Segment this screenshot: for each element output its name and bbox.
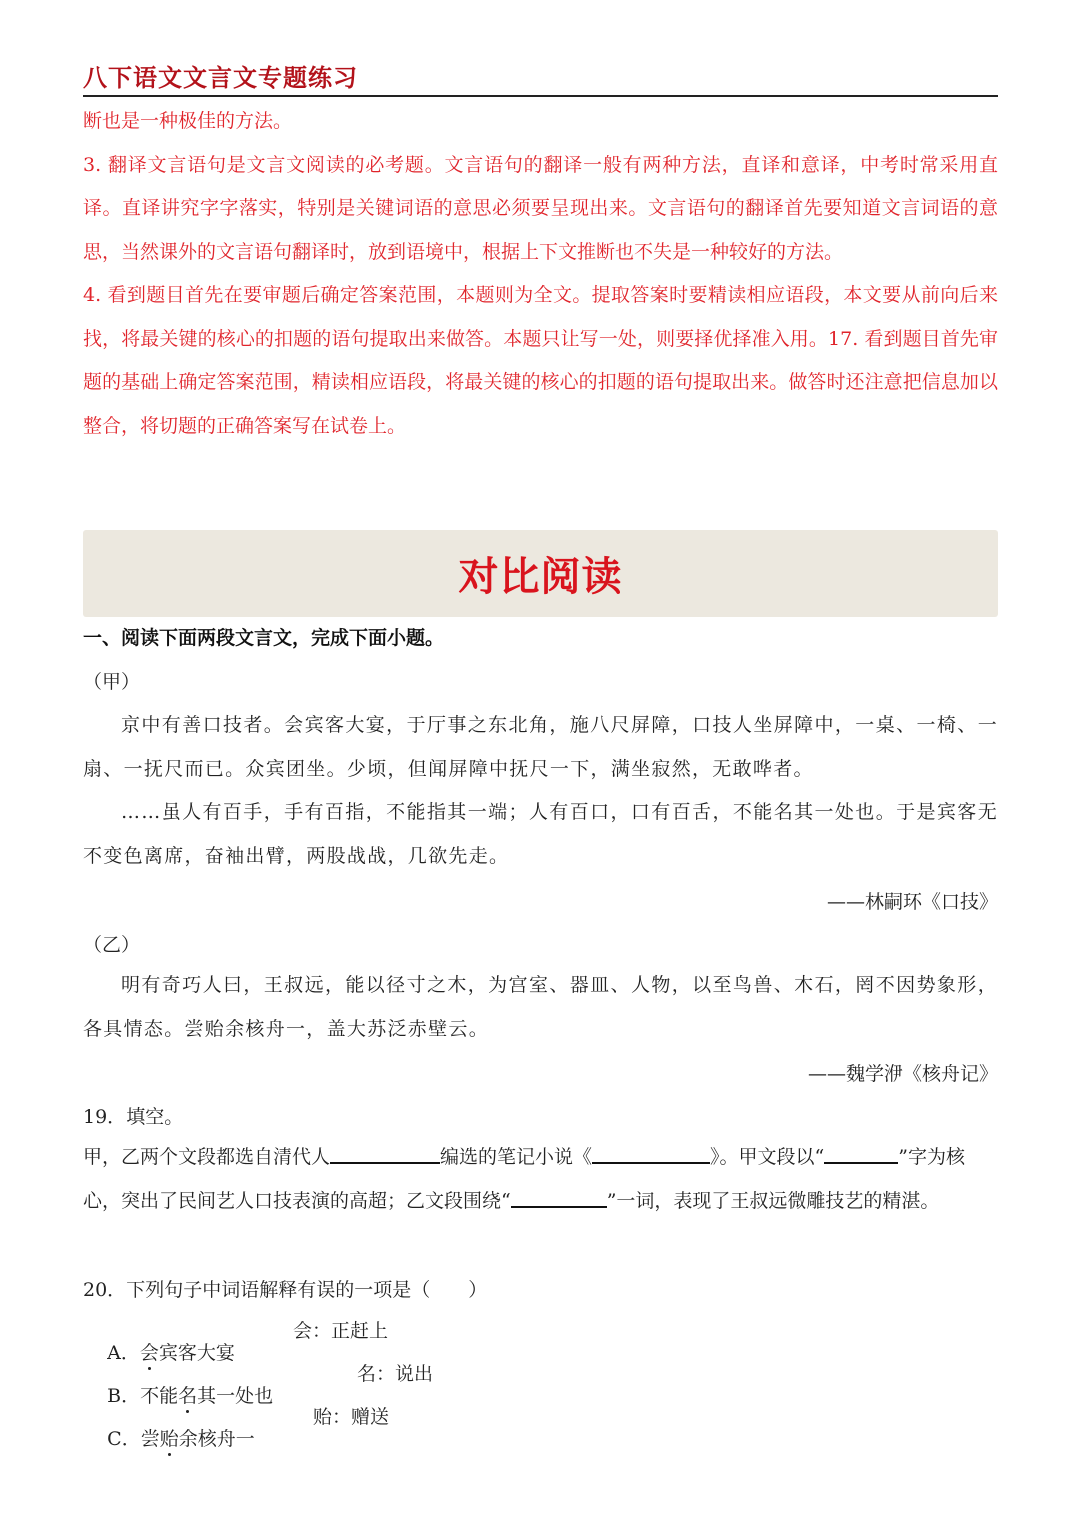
option-b-dotted-char: 名 [178, 1385, 198, 1407]
option-a-dotted-char: 会 [139, 1342, 159, 1364]
passage-a-paragraph-1: 京中有善口技者。会宾客大宴，于厅事之东北角，施八尺屏障，口技人坐屏障中，一桌、一椅、一扇、一抚尺而已。众宾团坐。少顷，但闻屏障中抚尺一下，满坐寂然，无敢哗者。 [83, 714, 998, 780]
passage-b-paragraph-1: 明有奇巧人曰，王叔远，能以径寸之木，为宫室、器皿、人物，以至鸟兽、木石，罔不因势象形，各具情态。尝贻余核舟一，盖大苏泛赤壁云。 [83, 974, 998, 1040]
passage-a-text [83, 704, 998, 878]
q19-text-a: 甲，乙两个文段都选自清代人 [83, 1146, 331, 1168]
option-c-letter: C． [107, 1428, 141, 1450]
question-20-title [83, 1275, 487, 1302]
option-b[interactable]: B．不能名其一处也 名：说出 [83, 1359, 273, 1452]
q19-text-e: ”一词，表现了王叔远微雕技艺的精湛。 [606, 1189, 940, 1212]
blank-key-word[interactable] [511, 1188, 607, 1208]
question-heading: 一、阅读下面两段文言文，完成下面小题。 [83, 627, 445, 649]
section-title: 对比阅读 [458, 554, 623, 600]
option-c[interactable]: C．尝贻余核舟一 贻：赠送 [83, 1402, 255, 1495]
passage-b-label: （乙） [83, 934, 141, 956]
section-banner [83, 530, 998, 617]
question-20-prompt: 下列句子中词语解释有误的一项是（ ） [126, 1279, 488, 1301]
note-continuation: 断也是一种极佳的方法。 [83, 110, 293, 132]
header-title: 八下语文文言文专题练习 [83, 64, 358, 92]
header-divider [83, 95, 998, 97]
option-b-letter: B． [107, 1385, 141, 1407]
passage-b-text [83, 964, 998, 1051]
note-4: 4. 看到题目首先在要审题后确定答案范围，本题则为全文。提取答案时要精读相应语段，本文要从前向后来找，将最关键的核心的扣题的语句提取出来做答。本题只让写一处，则要择优择准入用。17. 看到题目首先审题的基础上确定答案范围，精读相应语段，将最关键的核心的扣题的语句提取出来。做答时还注意把信息加以整合，将切题的正确答案写在试卷上。 [83, 284, 998, 437]
question-19-title [83, 1102, 183, 1129]
question-20-number: 20． [83, 1279, 127, 1301]
passage-a-source: ——林嗣环《口技》 [826, 891, 998, 913]
q19-text-c: 》。甲文段以“ [710, 1146, 825, 1168]
option-c-dotted-char: 贻 [159, 1428, 179, 1450]
option-c-definition: 贻：赠送 [313, 1406, 390, 1428]
option-a[interactable]: A．会宾客大宴 会：正赶上 [83, 1316, 235, 1409]
blank-compiler[interactable] [330, 1144, 440, 1164]
q19-text-d: ”字为核心，突出了民间艺人口技表演的高超；乙文段围绕“ [83, 1146, 965, 1212]
passage-a-label: （甲） [83, 671, 141, 693]
question-19-body [83, 1136, 998, 1223]
question-19-prompt: 填空。 [126, 1106, 184, 1128]
blank-book-title[interactable] [592, 1144, 710, 1164]
blank-core-character[interactable] [824, 1144, 898, 1164]
option-a-definition: 会：正赶上 [293, 1320, 389, 1342]
passage-b-source: ——魏学洢《核舟记》 [807, 1063, 998, 1085]
question-19-number: 19． [83, 1106, 127, 1128]
q19-text-b: 编选的笔记小说《 [440, 1146, 593, 1168]
note-3: 3. 翻译文言语句是文言文阅读的必考题。文言语句的翻译一般有两种方法，直译和意译，中考时常采用直译。直译讲究字字落实，特别是关键词语的意思必须要呈现出来。文言语句的翻译首先要知道文言词语的意思，当然课外的文言语句翻译时，放到语境中，根据上下文推断也不失是一种较好的方法。 [83, 153, 998, 263]
passage-a-paragraph-2: ……虽人有百手，手有百指，不能指其一端；人有百口，口有百舌，不能名其一处也。于是宾客无不变色离席，奋袖出臂，两股战战，几欲先走。 [83, 801, 998, 867]
option-a-letter: A． [107, 1342, 140, 1364]
option-b-definition: 名：说出 [357, 1363, 434, 1385]
answer-notes [83, 100, 998, 448]
